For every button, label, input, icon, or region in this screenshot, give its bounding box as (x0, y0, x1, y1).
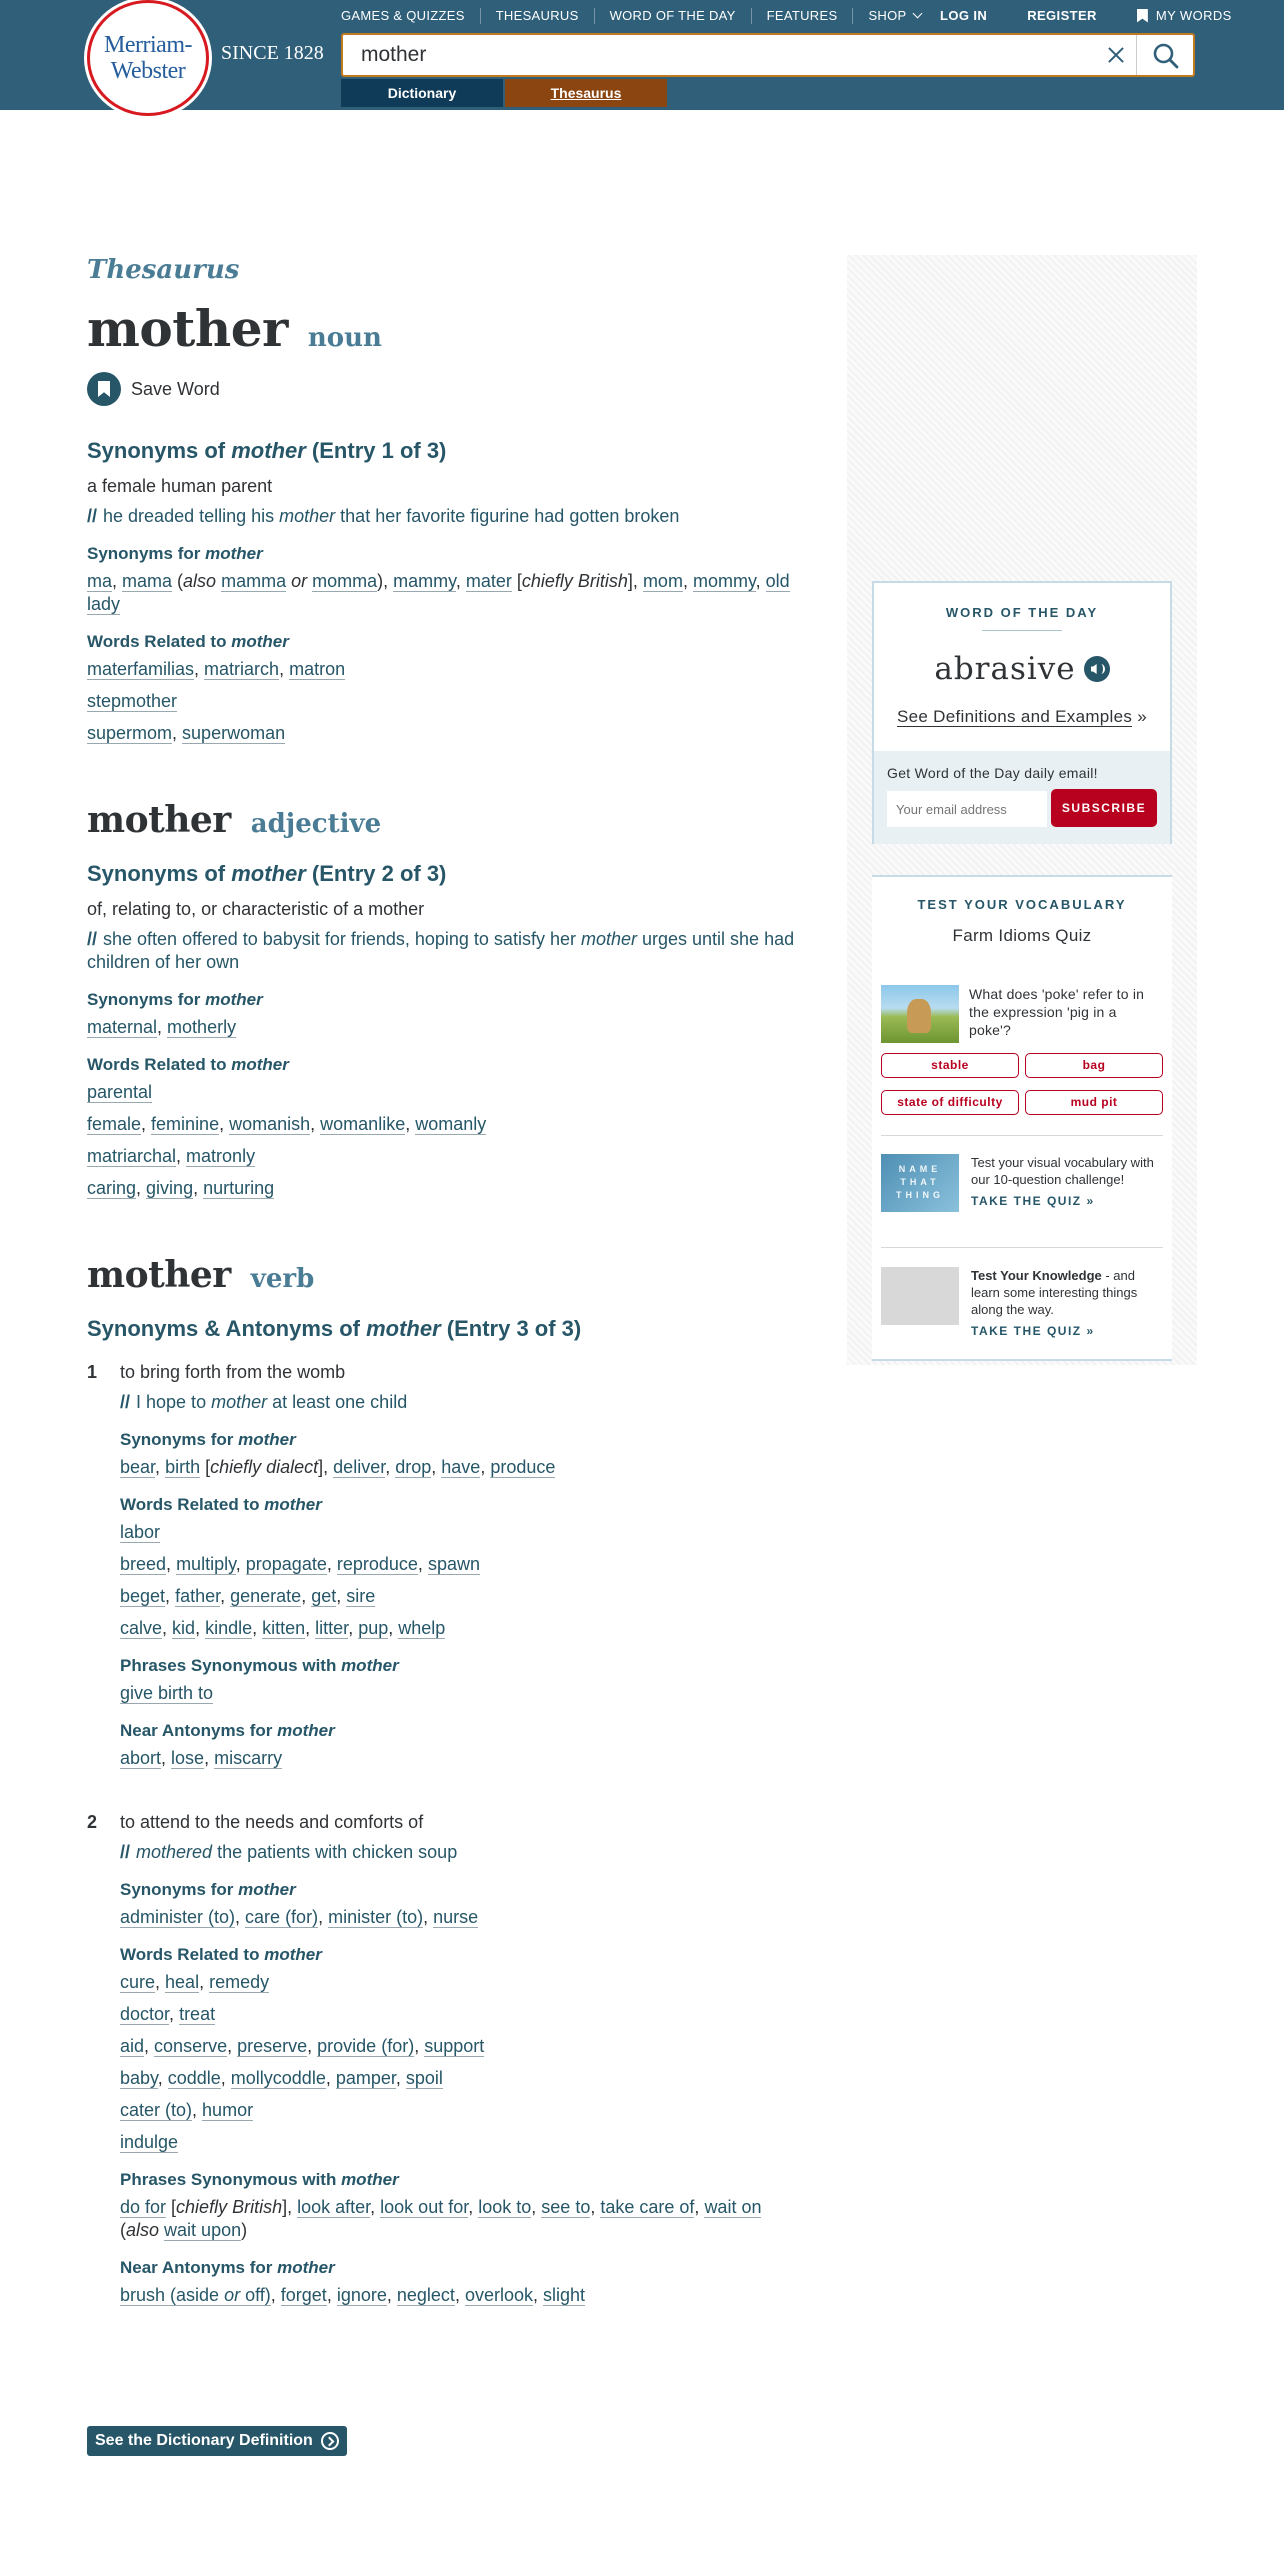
test-your-vocabulary-widget (872, 875, 1172, 1361)
word-link[interactable]: miscarry (214, 1748, 283, 1768)
name-that-thing-card[interactable] (881, 1154, 1163, 1212)
antonym-list: abort, lose, miscarry (120, 1748, 283, 1768)
word-link[interactable]: indulge (120, 2132, 179, 2152)
word-link[interactable]: whelp (398, 1618, 446, 1638)
register-link[interactable]: REGISTER (1027, 8, 1097, 23)
email-label: Get Word of the Day daily email! (887, 765, 1098, 781)
divider (881, 1247, 1163, 1248)
wotd-definitions-link[interactable]: See Definitions and Examples (897, 707, 1133, 726)
word-link[interactable]: womanly (415, 1114, 487, 1134)
word-link[interactable]: matron (289, 659, 346, 679)
word-link[interactable]: spawn (427, 1554, 480, 1574)
sense-number: 2 (87, 1812, 98, 1832)
related-heading: Words Related to mother (120, 1945, 322, 1964)
main-content (87, 255, 797, 2307)
word-link[interactable]: produce (490, 1457, 556, 1477)
related-list: labor breed, multiply, propagate, reproduce, spawn beget, father, generate, get, sire calve, kid, kindle, kitten, litter, pup, whelp (120, 1522, 480, 1638)
word-link[interactable]: reproduce (336, 1554, 418, 1574)
quiz-thumbnail (881, 1267, 959, 1325)
synonyms-heading: Synonyms for mother (120, 1880, 296, 1899)
word-link[interactable]: birth (165, 1457, 201, 1477)
synonyms-heading: Synonyms for mother (120, 1430, 296, 1449)
user-nav (940, 8, 1232, 23)
bookmark-icon (1137, 9, 1148, 23)
chevron-down-icon (913, 9, 923, 19)
word-link[interactable]: humor (202, 2100, 254, 2120)
synonym-list: ma, mama (also mamma or momma), mammy, mater [chiefly British], mom, mommy, old lady (87, 571, 790, 614)
related-heading: Words Related to mother (87, 632, 289, 651)
my-words-link[interactable] (1137, 8, 1232, 23)
word-link[interactable]: conserve (154, 2036, 228, 2056)
word-link[interactable]: treat (179, 2004, 216, 2024)
word-link[interactable]: give birth to (120, 1683, 214, 1703)
word-link[interactable]: generate (230, 1586, 302, 1606)
take-quiz-link[interactable]: TAKE THE QUIZ » (971, 1324, 1095, 1338)
sense-1 (87, 1350, 797, 1770)
save-word-button[interactable] (87, 372, 797, 406)
wotd-word[interactable]: abrasive (934, 651, 1076, 687)
related-list: materfamilias, matriarch, matron stepmother supermom, superwoman (87, 659, 346, 743)
wotd-email-signup (874, 751, 1170, 844)
word-link[interactable]: spoil (405, 2068, 443, 2088)
word-link[interactable]: nurse (433, 1907, 479, 1927)
example-sentence: // mothered the patients with chicken soup (120, 1842, 458, 1862)
word-link[interactable]: overlook (464, 2285, 533, 2305)
word-link[interactable]: heal (165, 1972, 200, 1992)
sidebar (847, 255, 1197, 1365)
phrases-heading: Phrases Synonymous with mother (120, 2170, 399, 2189)
tab-thesaurus[interactable]: Thesaurus (505, 79, 667, 107)
word-link[interactable]: preserve (237, 2036, 308, 2056)
word-link[interactable]: parental (87, 1082, 153, 1102)
word-link[interactable]: have (441, 1457, 481, 1477)
example-sentence: // I hope to mother at least one child (120, 1392, 408, 1412)
word-link[interactable]: mater (465, 571, 512, 591)
logo-line-1: Merriam- (104, 32, 192, 58)
synonyms-heading: Synonyms for mother (87, 990, 263, 1009)
speaker-icon[interactable] (1084, 656, 1110, 682)
example-sentence: // he dreaded telling his mother that her favorite figurine had gotten broken (87, 506, 680, 526)
part-of-speech: noun (307, 323, 382, 353)
top-nav (341, 8, 936, 24)
quiz-question: What does 'poke' refer to in the expression 'pig in a poke'? (969, 986, 1145, 1038)
word-link[interactable]: doctor (120, 2004, 170, 2024)
word-link[interactable]: female (87, 1114, 142, 1134)
bookmark-icon (87, 372, 121, 406)
definition: to attend to the needs and comforts of (120, 1812, 424, 1832)
word-link[interactable]: nurturing (203, 1178, 275, 1198)
phrases-heading: Phrases Synonymous with mother (120, 1656, 399, 1675)
word-link[interactable]: old lady (87, 571, 790, 614)
word-link[interactable]: cater (to) (120, 2100, 193, 2120)
search-button[interactable] (1137, 35, 1193, 75)
login-link[interactable]: LOG IN (940, 8, 988, 23)
word-link[interactable]: administer (to) (120, 1907, 236, 1927)
word-of-the-day-widget (872, 581, 1172, 844)
word-link[interactable]: multiply (176, 1554, 236, 1574)
word-link[interactable]: support (424, 2036, 485, 2056)
phrase-list (120, 1682, 797, 1705)
word-link[interactable]: maternal (87, 1017, 158, 1037)
antonyms-heading: Near Antonyms for mother (120, 1721, 335, 1740)
antonyms-heading: Near Antonyms for mother (120, 2258, 335, 2277)
card-text: - and learn some interesting things along the way. (971, 1268, 1138, 1317)
word-link[interactable]: father (175, 1586, 221, 1606)
related-heading: Words Related to mother (87, 1055, 289, 1074)
clear-search-button[interactable] (1093, 35, 1137, 75)
entry-title: Synonyms & Antonyms of mother (Entry 3 of 3) (87, 1316, 582, 1341)
entry-verb (87, 1254, 797, 2307)
word-link[interactable]: litter (315, 1618, 349, 1638)
word-link[interactable]: calve (120, 1618, 163, 1638)
tab-dictionary[interactable]: Dictionary (341, 79, 503, 107)
word-link[interactable]: provide (for) (317, 2036, 415, 2056)
sense-2 (87, 1800, 797, 2307)
quiz-options (881, 1053, 1163, 1115)
email-input[interactable] (887, 791, 1047, 827)
vocab-label: TEST YOUR VOCABULARY (917, 897, 1127, 912)
word-link[interactable]: wait on (704, 2197, 762, 2217)
search-input[interactable] (361, 41, 1061, 69)
word-link[interactable]: momma (312, 571, 378, 591)
word-link[interactable]: kitten (262, 1618, 306, 1638)
word-link[interactable]: coddle (167, 2068, 221, 2088)
nav-features[interactable]: FEATURES (751, 8, 853, 24)
test-knowledge-card[interactable] (881, 1267, 1163, 1340)
search-bar (341, 33, 1195, 77)
word-link[interactable]: matriarch (204, 659, 280, 679)
word-link[interactable]: slight (543, 2285, 586, 2305)
dictionary-button-label: See the Dictionary Definition (95, 2432, 313, 2449)
definition: a female human parent (87, 476, 273, 496)
word-link[interactable]: forget (280, 2285, 327, 2305)
entry-adjective (87, 799, 797, 1200)
see-dictionary-definition-button[interactable] (87, 2426, 347, 2456)
word-link[interactable]: kid (172, 1618, 196, 1638)
antonym-list: brush (aside or off), forget, ignore, neglect, overlook, slight (120, 2285, 586, 2305)
word-link[interactable]: beget (120, 1586, 166, 1606)
word-link[interactable]: aid (120, 2036, 145, 2056)
arrow-circle-icon (321, 2432, 339, 2450)
entry-title: Synonyms of mother (Entry 1 of 3) (87, 438, 447, 463)
site-header (0, 0, 1284, 110)
word-link[interactable]: matronly (186, 1146, 256, 1166)
divider (982, 630, 1062, 631)
double-chevron-icon: » (1137, 707, 1147, 726)
word-link[interactable]: do for (120, 2197, 167, 2217)
quiz-option[interactable]: bag (1025, 1053, 1163, 1078)
word-link[interactable]: mommy (692, 571, 756, 591)
definition: to bring forth from the womb (120, 1362, 346, 1382)
word-link[interactable]: look out for (380, 2197, 469, 2217)
card-bold-text: Test Your Knowledge (971, 1268, 1102, 1283)
word-link[interactable]: ignore (336, 2285, 387, 2305)
word-link[interactable]: abort (120, 1748, 162, 1768)
word-link[interactable]: take care of (600, 2197, 695, 2217)
word-link[interactable]: pup (358, 1618, 389, 1638)
word-link[interactable]: brush (aside or off) (120, 2285, 271, 2305)
divider (881, 1135, 1163, 1136)
word-link[interactable]: womanish (229, 1114, 311, 1134)
word-link[interactable]: matriarchal (87, 1146, 177, 1166)
quiz-option[interactable]: state of difficulty (881, 1090, 1019, 1115)
word-link[interactable]: drop (395, 1457, 432, 1477)
synonym-list: administer (to), care (for), minister (to), nurse (120, 1907, 479, 1927)
synonyms-heading: Synonyms for mother (87, 544, 263, 563)
word-link[interactable]: lose (171, 1748, 205, 1768)
word-link[interactable]: minister (to) (328, 1907, 424, 1927)
word-link[interactable]: superwoman (182, 723, 286, 743)
word-link[interactable]: propagate (245, 1554, 327, 1574)
word-link[interactable]: look to (478, 2197, 532, 2217)
part-of-speech: adjective (250, 809, 382, 839)
merriam-webster-logo[interactable] (87, 0, 209, 116)
word-link[interactable]: neglect (396, 2285, 455, 2305)
definition: of, relating to, or characteristic of a mother (87, 899, 425, 919)
synonym-list: maternal, motherly (87, 1017, 237, 1037)
sense-number: 1 (87, 1362, 98, 1382)
since-1828: SINCE 1828 (221, 42, 324, 64)
word-link[interactable]: see to (541, 2197, 591, 2217)
word-link[interactable]: bear (120, 1457, 156, 1477)
word-link[interactable]: pamper (335, 2068, 396, 2088)
name-that-thing-logo: NAME THAT THING (881, 1154, 959, 1212)
save-word-label: Save Word (131, 378, 220, 399)
headword: mother (87, 799, 231, 841)
word-link[interactable]: sire (346, 1586, 376, 1606)
word-link[interactable]: mammy (393, 571, 456, 591)
word-link[interactable]: feminine (151, 1114, 220, 1134)
word-link[interactable]: ma (87, 571, 113, 591)
word-link[interactable]: stepmother (87, 691, 178, 711)
section-label: Thesaurus (87, 255, 240, 285)
word-link[interactable]: look after (297, 2197, 371, 2217)
nav-shop-label: SHOP (868, 8, 907, 23)
quiz-option[interactable]: mud pit (1025, 1090, 1163, 1115)
word-link[interactable]: mollycoddle (230, 2068, 326, 2088)
example-sentence: // she often offered to babysit for friends, hoping to satisfy her mother urges until she had children of her own (87, 929, 795, 972)
subscribe-button[interactable]: SUBSCRIBE (1051, 789, 1157, 827)
word-link[interactable]: materfamilias (87, 659, 195, 679)
wotd-label: WORD OF THE DAY (945, 605, 1099, 620)
word-link[interactable]: caring (87, 1178, 137, 1198)
word-link[interactable]: wait upon (164, 2220, 242, 2240)
related-list: parental female, feminine, womanish, womanlike, womanly matriarchal, matronly caring, giving, nurturing (87, 1082, 487, 1198)
nav-shop[interactable] (852, 8, 936, 24)
cow-image (881, 985, 959, 1043)
my-words-label: MY WORDS (1155, 8, 1232, 23)
logo-line-2: Webster (110, 58, 186, 84)
entry-noun (87, 299, 797, 745)
synonym-list: bear, birth [chiefly dialect], deliver, drop, have, produce (120, 1457, 556, 1477)
related-list: cure, heal, remedy doctor, treat aid, conserve, preserve, provide (for), support baby, coddle, mollycoddle, pamper, spoil cater (to), humor indulge (120, 1972, 485, 2152)
nav-thesaurus[interactable]: THESAURUS (480, 8, 594, 24)
search-icon (1153, 43, 1179, 69)
word-link[interactable]: deliver (333, 1457, 386, 1477)
word-link[interactable]: get (311, 1586, 337, 1606)
word-link[interactable]: supermom (87, 723, 173, 743)
word-link[interactable]: womanlike (320, 1114, 406, 1134)
word-link[interactable]: mamma (221, 571, 287, 591)
word-link[interactable]: mama (122, 571, 173, 591)
related-heading: Words Related to mother (120, 1495, 322, 1514)
card-text: Test your visual vocabulary with our 10-question challenge! (971, 1155, 1154, 1187)
word-link[interactable]: motherly (167, 1017, 237, 1037)
entry-title: Synonyms of mother (Entry 2 of 3) (87, 861, 447, 886)
word-link[interactable]: baby (120, 2068, 158, 2088)
nav-games-quizzes[interactable]: GAMES & QUIZZES (341, 8, 465, 23)
word-link[interactable]: kindle (205, 1618, 253, 1638)
headword: mother (87, 299, 288, 358)
word-link[interactable]: care (for) (245, 1907, 319, 1927)
nav-word-of-the-day[interactable]: WORD OF THE DAY (594, 8, 751, 24)
phrase-list: do for [chiefly British], look after, look out for, look to, see to, take care of, wait on (also wait upon) (120, 2197, 762, 2240)
quiz-title[interactable]: Farm Idioms Quiz (952, 926, 1092, 945)
word-link[interactable]: giving (146, 1178, 194, 1198)
headword: mother (87, 1254, 231, 1296)
quiz-option[interactable]: stable (881, 1053, 1019, 1078)
word-link[interactable]: breed (120, 1554, 167, 1574)
word-link[interactable]: labor (120, 1522, 161, 1542)
word-link[interactable]: remedy (209, 1972, 270, 1992)
word-link[interactable]: mom (642, 571, 683, 591)
part-of-speech: verb (250, 1264, 315, 1294)
take-quiz-link[interactable]: TAKE THE QUIZ » (971, 1194, 1095, 1208)
word-link[interactable]: cure (120, 1972, 156, 1992)
